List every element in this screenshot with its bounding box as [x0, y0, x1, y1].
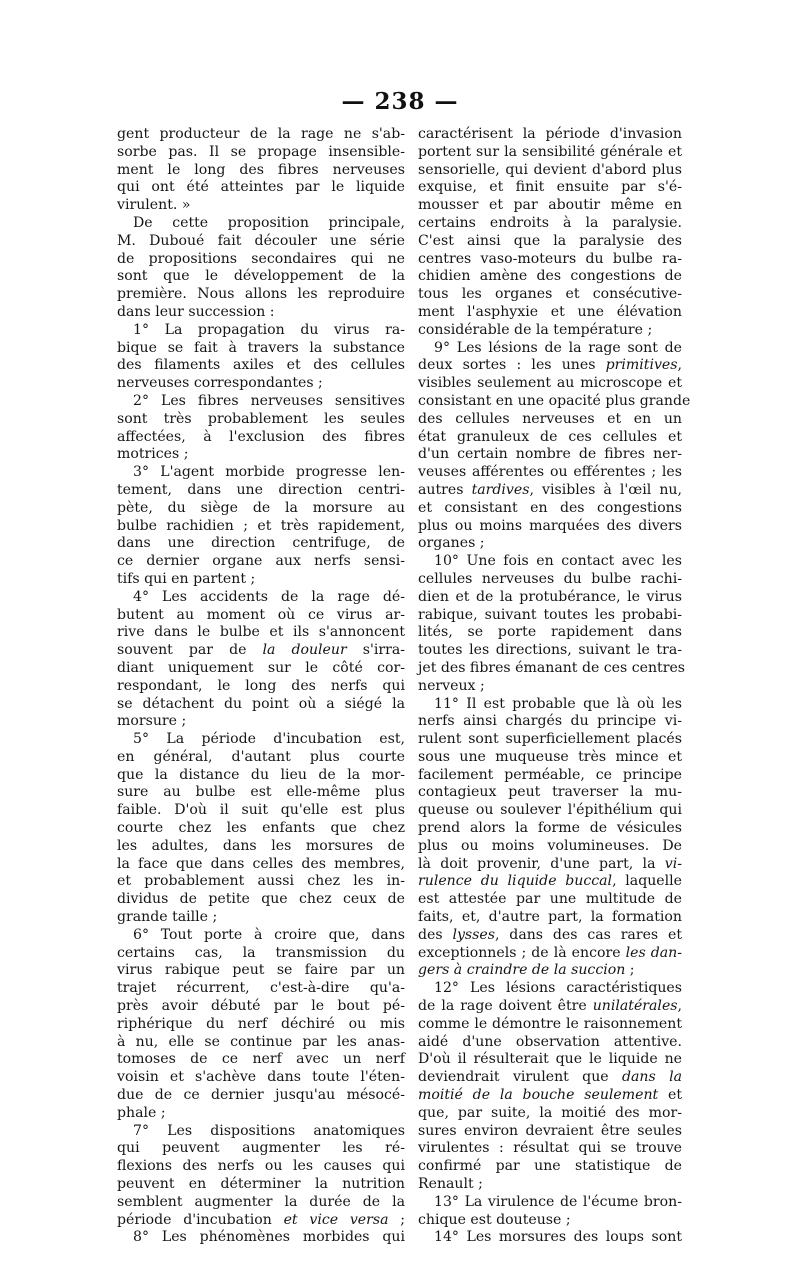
right_column-line: 11° Il est probable que là où les: [434, 695, 682, 712]
left_column-line: sont très probablement les seules: [117, 410, 405, 427]
left_column-line: des filaments axiles et des cellules: [117, 357, 405, 374]
right_column-line: aidé d'une observation attentive.: [418, 1033, 682, 1050]
right_column-line: d'un certain nombre de fibres ner-: [418, 446, 682, 463]
left_column-line: respondant, le long des nerfs qui: [117, 677, 405, 694]
left_column-line: souvent par de la douleur s'irra-: [117, 642, 405, 659]
left_column-line: voisin et s'achève dans toute l'éten-: [117, 1069, 405, 1086]
left_column-line: bulbe rachidien ; et très rapidement,: [117, 517, 405, 534]
right_column-line: cellules nerveuses du bulbe rachi-: [418, 570, 682, 587]
right_column-line: plus ou moins marquées des divers: [418, 517, 682, 534]
right_column-line: 9° Les lésions de la rage sont de: [434, 339, 682, 356]
left_column-line: nerveuses correspondantes ;: [117, 375, 323, 392]
right_column-line: considérable de la température ;: [418, 321, 653, 338]
right_column-line: deux sortes : les unes primitives,: [418, 357, 682, 374]
right_column-line: certains endroits à la paralysie.: [418, 214, 682, 231]
right_column-line: D'où il résulterait que le liquide ne: [418, 1051, 682, 1068]
right_column-line: autres tardives, visibles à l'œil nu,: [418, 481, 682, 498]
right_column-line: 13° La virulence de l'écume bron-: [434, 1193, 682, 1210]
left_column-line: que la distance du lieu de la mor-: [117, 766, 405, 783]
left_column-line: faible. D'où il suit qu'elle est plus: [117, 802, 405, 819]
left_column-line: la face que dans celles des membres,: [117, 855, 405, 872]
left_column-line: gent producteur de la rage ne s'ab-: [117, 126, 405, 142]
left_column-line: due de ce dernier jusqu'au mésocé-: [117, 1087, 405, 1104]
page-number: — 238 —: [341, 88, 459, 115]
left_column-line: dans une direction centrifuge, de: [117, 535, 405, 552]
left_column-line: morsure ;: [117, 713, 187, 730]
right_column-line: là doit provenir, d'une part, la vi-: [418, 855, 682, 872]
left_column-line: 6° Tout porte à croire que, dans: [133, 926, 405, 943]
left_column-line: période d'incubation et vice versa ;: [117, 1211, 406, 1228]
left_column-line: de propositions secondaires qui ne: [117, 250, 405, 267]
left_column-line: flexions des nerfs ou les causes qui: [117, 1158, 405, 1175]
left_column-line: 2° Les fibres nerveuses sensitives: [133, 392, 405, 409]
left-text-column: [117, 126, 405, 1247]
right_column-line: portent sur la sensibilité générale et: [418, 143, 682, 160]
left_column-line: tifs qui en partent ;: [117, 570, 256, 587]
right_column-line: 14° Les morsures des loups sont: [434, 1229, 682, 1246]
right_column-line: rulent sont superficiellement placés: [418, 731, 682, 748]
left_column-line: les adultes, dans les morsures de: [117, 837, 405, 854]
right_column-line: exquise, et finit ensuite par s'é-: [418, 179, 682, 196]
left_column-line: ce dernier organe aux nerfs sensi-: [117, 553, 405, 570]
left_column-line: 1° La propagation du virus ra-: [133, 321, 405, 338]
left_column-line: tement, dans une direction centri-: [117, 481, 405, 498]
left_column-line: De cette proposition principale,: [133, 214, 405, 231]
left_column-line: motrices ;: [117, 446, 189, 463]
right_column-line: rulence du liquide buccal, laquelle: [418, 873, 683, 890]
right_column-line: et consistant en des congestions: [418, 499, 682, 516]
left_column-line: sorbe pas. Il se propage insensible-: [117, 143, 405, 160]
right_column-line: des lysses, dans des cas rares et: [418, 926, 682, 943]
left_column-line: première. Nous allons les reproduire: [117, 286, 405, 303]
right_column-line: facilement perméable, ce principe: [418, 766, 682, 783]
left_column-line: à nu, elle se continue par les anas-: [117, 1033, 405, 1050]
left_column-line: sont que le développement de la: [117, 268, 405, 285]
left_column-line: courte chez les enfants que chez: [117, 820, 405, 837]
right_column-line: état granuleux de ces cellules et: [418, 428, 682, 445]
right_column-line: tous les organes et consécutive-: [418, 286, 682, 303]
right_column-line: caractérisent la période d'invasion: [418, 126, 682, 142]
left_column-line: dans leur succession :: [117, 303, 275, 320]
right_column-line: chique est douteuse ;: [418, 1211, 571, 1228]
right_column-line: confirmé par une statistique de: [418, 1158, 682, 1175]
right_column-line: visibles seulement au microscope et: [418, 375, 682, 392]
left_column-line: 5° La période d'incubation est,: [133, 731, 405, 748]
left_column-line: 7° Les dispositions anatomiques: [133, 1122, 405, 1139]
left_column-line: rive dans le bulbe et ils s'annoncent: [117, 624, 405, 641]
left_column-line: tomoses de ce nerf avec un nerf: [117, 1051, 405, 1068]
right_column-line: est attestée par une multitude de: [418, 891, 682, 908]
right_column-line: ment l'asphyxie et une élévation: [418, 303, 682, 320]
right_column-line: de la rage doivent être unilatérales,: [418, 998, 682, 1015]
right_column-line: comme le démontre le raisonnement: [418, 1015, 682, 1032]
right_column-line: que, par suite, la moitié des mor-: [418, 1104, 682, 1121]
left_column-line: virus rabique peut se faire par un: [117, 962, 405, 979]
left_column-line: sure au bulbe est elle-même plus: [117, 784, 405, 801]
right_column-line: sous une muqueuse très mince et: [418, 748, 682, 765]
right_column-line: plus ou moins volumineuses. De: [418, 837, 682, 854]
right_column-line: sensorielle, qui devient d'abord plus: [418, 161, 682, 178]
right_column-line: exceptionnels ; de là encore les dan-: [418, 944, 683, 961]
right-text-column: [418, 126, 691, 1247]
right_column-line: 12° Les lésions caractéristiques: [434, 980, 682, 997]
right_column-line: moitié de la bouche seulement et: [418, 1087, 683, 1104]
right_column-line: nerveux ;: [418, 677, 485, 694]
right_column-line: sures environ devraient être seules: [418, 1122, 682, 1139]
right_column-line: centres vaso-moteurs du bulbe ra-: [418, 250, 682, 267]
right_column-line: rabique, suivant toutes les probabi-: [418, 606, 682, 623]
right_column-line: jet des fibres émanant de ces centres: [418, 659, 686, 676]
left_column-line: bique se fait à travers la substance: [117, 339, 405, 356]
right_column-line: queuse ou soulever l'épithélium qui: [418, 802, 682, 819]
left_column-line: semblent augmenter la durée de la: [117, 1193, 405, 1210]
left_column-line: pète, du siège de la morsure au: [117, 499, 405, 516]
left_column-line: en général, d'autant plus courte: [117, 748, 405, 765]
right_column-line: faits, et, d'autre part, la formation: [418, 909, 682, 926]
left_column-line: certains cas, la transmission du: [117, 944, 405, 961]
left_column-line: butent au moment où ce virus ar-: [117, 606, 405, 623]
left_column-line: virulent. »: [117, 197, 191, 214]
right_column-line: deviendrait virulent que dans la: [418, 1069, 682, 1086]
left_column-line: près avoir débuté par le bout pé-: [117, 998, 405, 1015]
right_column-line: consistant en une opacité plus grande: [418, 392, 691, 409]
right_column-line: des cellules nerveuses et en un: [418, 410, 682, 427]
right_column-line: dien et de la protubérance, le virus: [418, 588, 682, 605]
right_column-line: 10° Une fois en contact avec les: [434, 553, 682, 570]
right_column-line: organes ;: [418, 535, 485, 552]
left_column-line: et probablement aussi chez les in-: [117, 873, 405, 890]
right_column-line: mousser et par aboutir même en: [418, 197, 682, 214]
left_column-line: ment le long des fibres nerveuses: [117, 161, 405, 178]
left_column-line: dividus de petite que chez ceux de: [117, 891, 405, 908]
left_column-line: diant uniquement sur le côté cor-: [117, 659, 405, 676]
right_column-line: Renault ;: [418, 1176, 483, 1193]
right_column-line: chidien amène des congestions de: [418, 268, 682, 285]
right_column-line: prend alors la forme de vésicules: [418, 820, 682, 837]
left_column-line: affectées, à l'exclusion des fibres: [117, 428, 405, 445]
right_column-line: virulentes : résultat qui se trouve: [418, 1140, 682, 1157]
left_column-line: grande taille ;: [117, 909, 218, 926]
left_column-line: 8° Les phénomènes morbides qui: [133, 1229, 405, 1246]
right_column-line: contagieux peut traverser la mu-: [418, 784, 682, 801]
left_column-line: M. Duboué fait découler une série: [117, 232, 405, 249]
right_column-line: gers à craindre de la succion ;: [418, 962, 635, 979]
right_column-line: nerfs ainsi chargés du principe vi-: [418, 713, 682, 730]
left_column-line: qui peuvent augmenter les ré-: [117, 1140, 405, 1157]
right_column-line: C'est ainsi que la paralysie des: [418, 232, 682, 249]
right_column-line: lités, se porte rapidement dans: [418, 624, 682, 641]
left_column-line: riphérique du nerf déchiré ou mis: [117, 1015, 405, 1032]
left_column-line: se détachent du point où a siégé la: [117, 695, 405, 712]
left_column-line: phale ;: [117, 1104, 166, 1121]
right_column-line: veuses afférentes ou efférentes ; les: [418, 464, 682, 481]
left_column-line: peuvent en déterminer la nutrition: [117, 1176, 405, 1193]
right_column-line: toutes les directions, suivant le tra-: [418, 642, 682, 659]
left_column-line: qui ont été atteintes par le liquide: [117, 179, 405, 196]
left_column-line: 4° Les accidents de la rage dé-: [133, 588, 405, 605]
left_column-line: 3° L'agent morbide progresse len-: [133, 464, 405, 481]
left_column-line: trajet récurrent, c'est-à-dire qu'a-: [117, 980, 405, 997]
